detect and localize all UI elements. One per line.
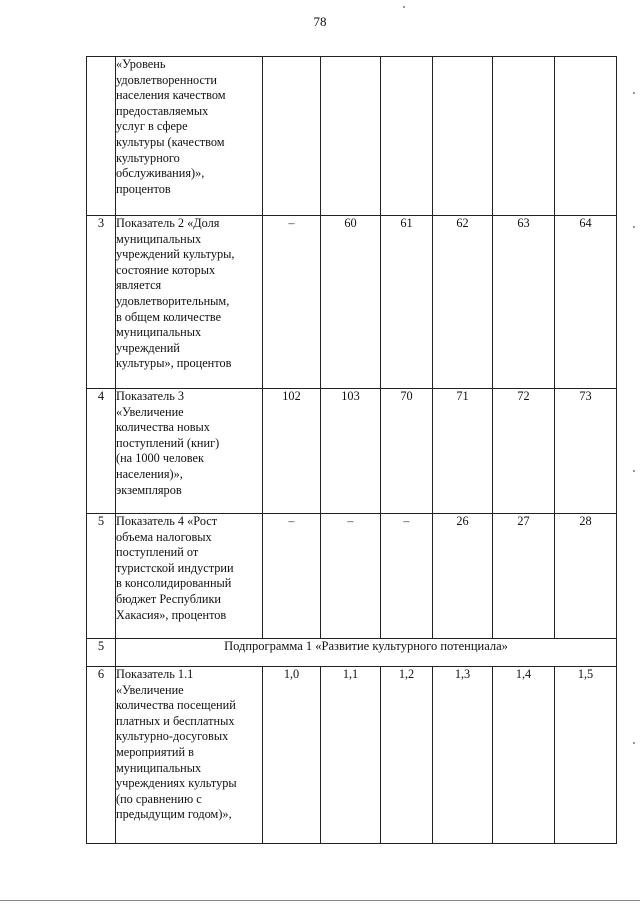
scan-speck bbox=[403, 6, 405, 8]
indicator-value-cell: 72 bbox=[493, 389, 555, 514]
scan-speck bbox=[633, 92, 635, 94]
table-row bbox=[87, 216, 617, 389]
indicator-value-cell bbox=[321, 57, 381, 216]
indicator-value-cell bbox=[555, 57, 617, 216]
indicator-name-cell: «Уровень удовлетворенности населения качеством предоставляемых услуг в сфере культуры (качеством культурного обслуживания)», процентов bbox=[116, 57, 263, 216]
indicator-value-cell: 1,1 bbox=[321, 667, 381, 844]
indicator-value-cell: 1,5 bbox=[555, 667, 617, 844]
indicator-value-cell: – bbox=[381, 514, 433, 639]
indicator-value-cell: – bbox=[263, 216, 321, 389]
indicator-value-cell: 61 bbox=[381, 216, 433, 389]
indicator-value-cell: 1,0 bbox=[263, 667, 321, 844]
indicator-value-cell: 28 bbox=[555, 514, 617, 639]
indicator-value-cell: 71 bbox=[433, 389, 493, 514]
table-row bbox=[87, 667, 617, 844]
indicator-value-cell: 1,3 bbox=[433, 667, 493, 844]
indicator-value-cell: 27 bbox=[493, 514, 555, 639]
indicator-name-cell: Показатель 1.1 «Увеличение количества посещений платных и бесплатных культурно-досуговых мероприятий в муниципальных учреждениях культуры (по сравнению с предыдущим годом)», bbox=[116, 667, 263, 844]
row-number-cell: 3 bbox=[87, 216, 116, 389]
indicator-value-cell bbox=[263, 57, 321, 216]
indicator-value-cell: 26 bbox=[433, 514, 493, 639]
scan-speck bbox=[633, 470, 635, 472]
indicator-value-cell: 73 bbox=[555, 389, 617, 514]
indicator-name-cell: Показатель 4 «Рост объема налоговых поступлений от туристской индустрии в консолидированный бюджет Республики Хакасия», процентов bbox=[116, 514, 263, 639]
page-number: 78 bbox=[313, 14, 327, 29]
table-row bbox=[87, 514, 617, 639]
page-bottom-edge bbox=[0, 900, 640, 901]
scan-speck bbox=[633, 226, 635, 228]
indicator-value-cell: 60 bbox=[321, 216, 381, 389]
table-row bbox=[87, 57, 617, 216]
indicator-value-cell: 1,4 bbox=[493, 667, 555, 844]
row-number-cell: 4 bbox=[87, 389, 116, 514]
indicator-value-cell: 64 bbox=[555, 216, 617, 389]
indicator-value-cell: 63 bbox=[493, 216, 555, 389]
indicator-value-cell: 70 bbox=[381, 389, 433, 514]
indicator-value-cell: 62 bbox=[433, 216, 493, 389]
indicator-name-cell: Показатель 3 «Увеличение количества новых поступлений (книг) (на 1000 человек населения)», экземпляров bbox=[116, 389, 263, 514]
scan-speck bbox=[633, 742, 635, 744]
indicator-value-cell bbox=[433, 57, 493, 216]
indicator-value-cell: – bbox=[321, 514, 381, 639]
indicator-value-cell bbox=[493, 57, 555, 216]
row-number-cell: 6 bbox=[87, 667, 116, 844]
indicators-table bbox=[86, 56, 617, 844]
table-row bbox=[87, 389, 617, 514]
indicator-value-cell: 1,2 bbox=[381, 667, 433, 844]
row-number-cell: 5 bbox=[87, 639, 116, 667]
indicator-name-cell: Показатель 2 «Доля муниципальных учреждений культуры, состояние которых является удовлетворительным, в общем количестве муниципальных учреждений культуры», процентов bbox=[116, 216, 263, 389]
table-section-row bbox=[87, 639, 617, 667]
indicator-value-cell: – bbox=[263, 514, 321, 639]
indicator-value-cell: 103 bbox=[321, 389, 381, 514]
indicator-value-cell: 102 bbox=[263, 389, 321, 514]
row-number-cell bbox=[87, 57, 116, 216]
indicator-value-cell bbox=[381, 57, 433, 216]
subprogram-title-cell: Подпрограмма 1 «Развитие культурного потенциала» bbox=[116, 639, 617, 667]
row-number-cell: 5 bbox=[87, 514, 116, 639]
